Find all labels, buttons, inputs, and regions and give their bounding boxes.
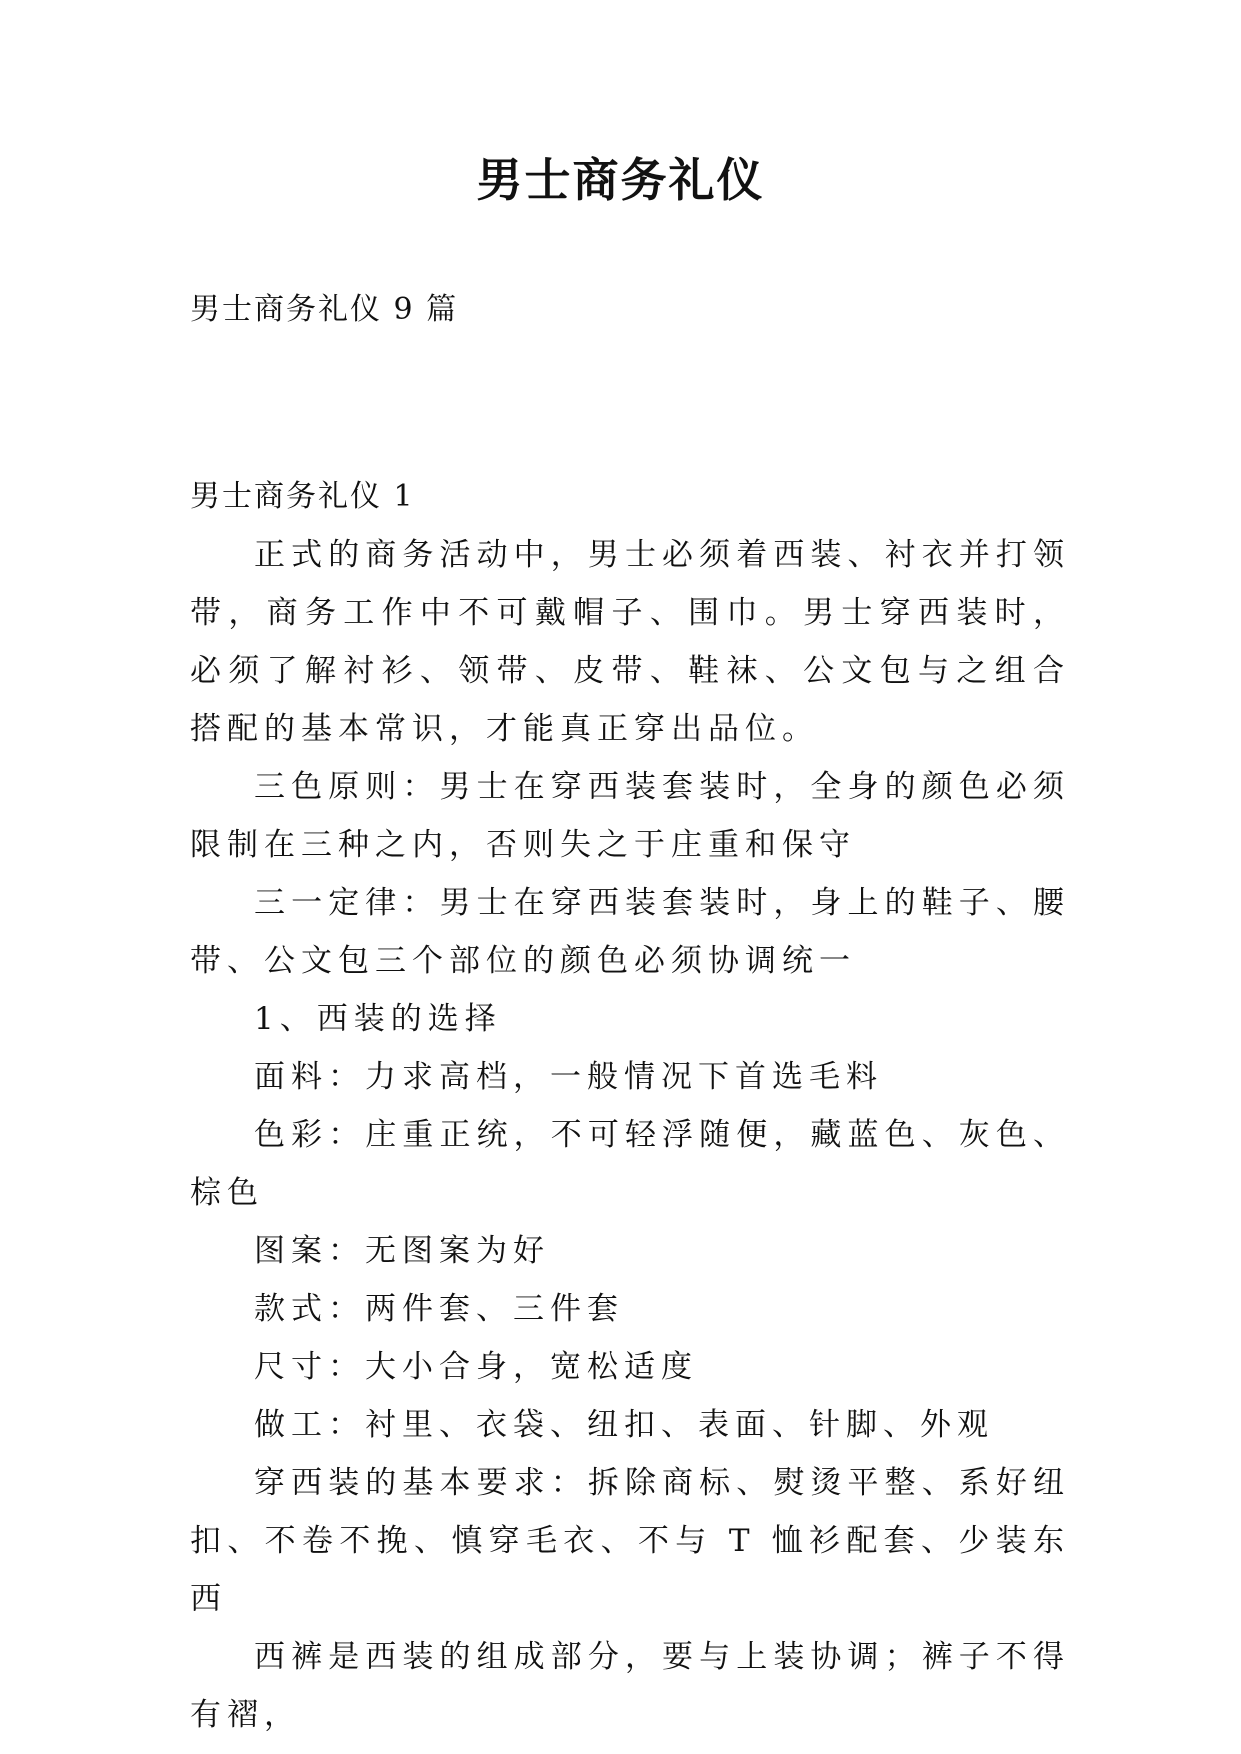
document-title: 男士商务礼仪 — [476, 153, 765, 207]
paragraph-intro: 正式的商务活动中，男士必须着西装、衬衣并打领带，商务工作中不可戴帽子、围巾。男士穿西装时，必须了解衬衫、领带、皮带、鞋袜、公文包与之组合搭配的基本常识，才能真正穿出品位。 — [190, 537, 1070, 747]
paragraph-style: 款式：两件套、三件套 — [254, 1291, 624, 1327]
paragraph-three-one-law: 三一定律：男士在穿西装套装时，身上的鞋子、腰带、公文包三个部位的颜色必须协调统一 — [190, 885, 1070, 979]
paragraph-basic-requirements: 穿西装的基本要求：拆除商标、熨烫平整、系好纽扣、不卷不挽、慎穿毛衣、不与 T 恤衫配套、少装东西 — [190, 1465, 1070, 1617]
paragraph-three-color-rule: 三色原则：男士在穿西装套装时，全身的颜色必须限制在三种之内，否则失之于庄重和保守 — [190, 769, 1070, 863]
document-body — [190, 468, 1070, 1744]
document-subtitle: 男士商务礼仪 9 篇 — [190, 292, 459, 327]
section-heading: 男士商务礼仪 1 — [190, 479, 415, 514]
paragraph-workmanship: 做工：衬里、衣袋、纽扣、表面、针脚、外观 — [254, 1407, 994, 1443]
paragraph-size: 尺寸：大小合身，宽松适度 — [254, 1349, 698, 1385]
paragraph-pattern: 图案：无图案为好 — [254, 1233, 550, 1269]
paragraph-fabric: 面料：力求高档，一般情况下首选毛料 — [254, 1059, 883, 1095]
paragraph-trousers: 西裤是西装的组成部分，要与上装协调；裤子不得有褶， — [190, 1639, 1070, 1733]
paragraph-suit-selection-heading: 1、西装的选择 — [254, 1001, 502, 1037]
paragraph-color: 色彩：庄重正统，不可轻浮随便，藏蓝色、灰色、棕色 — [190, 1117, 1070, 1211]
